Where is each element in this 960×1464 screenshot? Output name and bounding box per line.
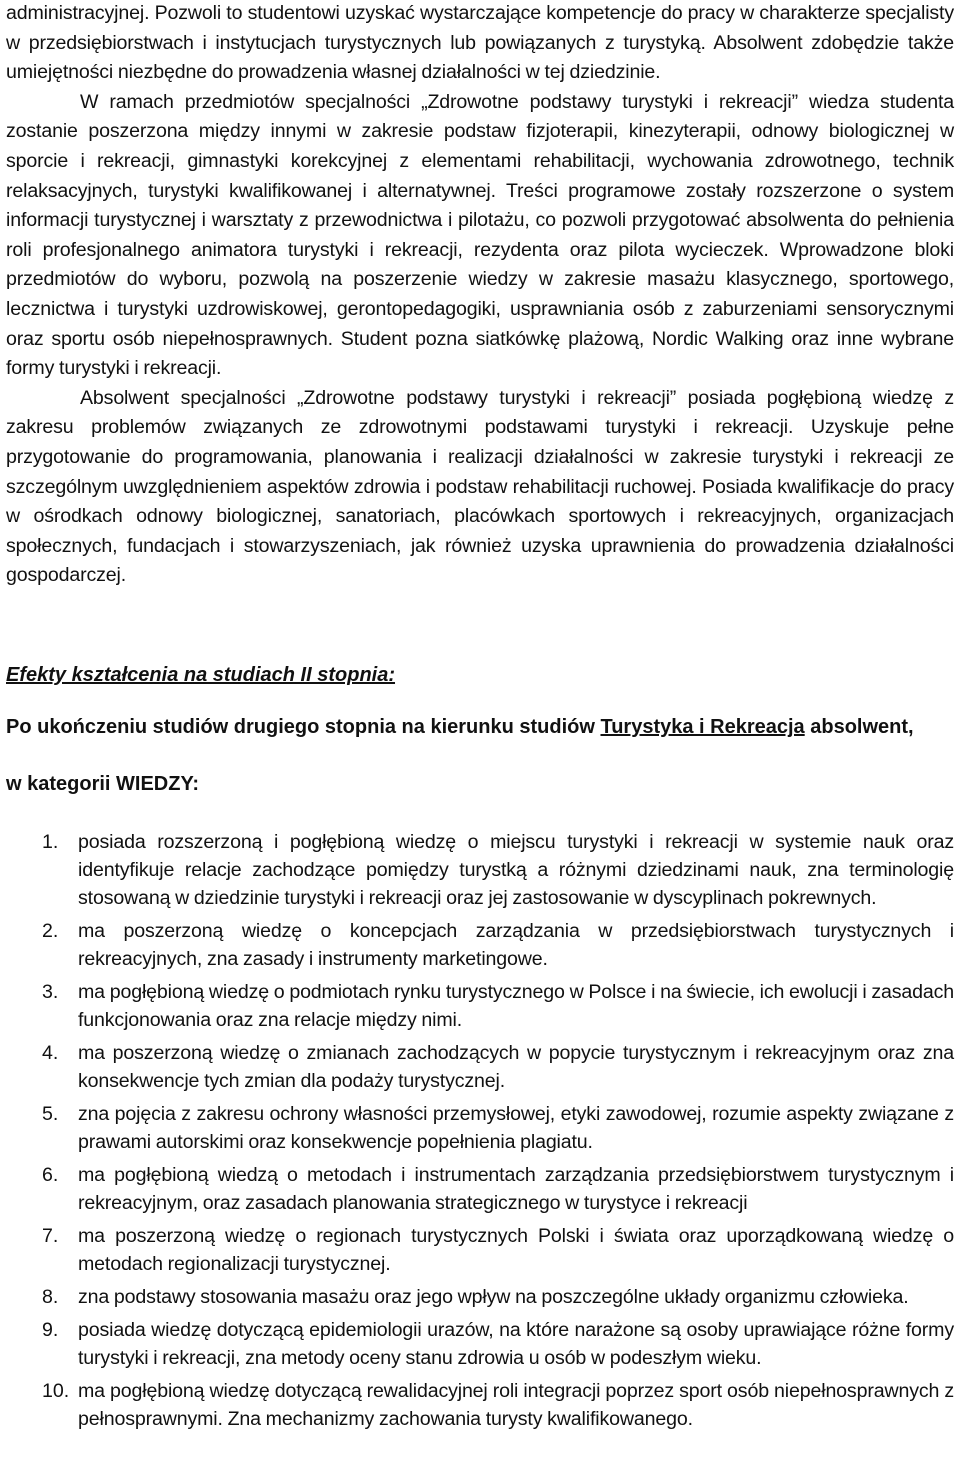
item-number: 6. [42, 1164, 59, 1186]
item-number: 1. [42, 831, 59, 853]
item-number: 10. [42, 1380, 70, 1402]
item-number: 4. [42, 1042, 59, 1064]
document-page [6, 0, 955, 1430]
intro-text: Po ukończeniu studiów drugiego stopnia na kierunku studiów [6, 716, 601, 738]
list-item [6, 1161, 954, 1217]
item-text: posiada wiedzę dotyczącą epidemiologii urazów, na które narażone są osoby uprawiające różne formy turystyki i rekreacji, zna metody oceny stanu zdrowia u osób w podeszłym wieku. [78, 1319, 954, 1369]
item-number: 3. [42, 981, 59, 1003]
item-text: ma poszerzoną wiedzę o regionach turystycznych Polski i świata oraz uporządkowaną wiedzę o metodach regionalizacji turystycznej. [78, 1225, 954, 1275]
item-text: zna podstawy stosowania masażu oraz jego wpływ na poszczególne układy organizmu człowieka. [78, 1286, 909, 1308]
field-of-study: Turystyka i Rekreacja [600, 716, 805, 738]
item-number: 9. [42, 1319, 59, 1341]
list-item [6, 1100, 954, 1156]
item-text: ma poszerzoną wiedzę o koncepcjach zarządzania w przedsiębiorstwach turystycznych i rekreacyjnych, zna zasady i instrumenty marketingowe. [78, 920, 954, 970]
item-text: posiada rozszerzoną i pogłębioną wiedzę o miejscu turystyki i rekreacji w systemie nauk oraz identyfikuje relacje zachodzące pomiędzy turystką a różnymi dziedzinami nauk, zna terminologię stosowaną w dziedzinie turystyki i rekreacji oraz jej zastosowanie w dyscyplinach pokrewnych. [78, 831, 954, 909]
list-item [6, 1316, 954, 1372]
item-text: zna pojęcia z zakresu ochrony własności przemysłowej, etyki zawodowej, rozumie aspekty związane z prawami autorskimi oraz konsekwencje popełnienia plagiatu. [78, 1103, 954, 1153]
list-item [6, 1039, 954, 1095]
paragraph-graduate-profile: Absolwent specjalności „Zdrowotne podstawy turystyki i rekreacji” posiada pogłębioną wiedzę z zakresu problemów związanych ze zdrowotnymi podstawami turystyki i rekreacji. Uzyskuje pełne przygotowanie do programowania, planowania i realizacji działalności w zakresie turystyki i rekreacji ze szczególnym uwzględnieniem aspektów zdrowia i podstaw rehabilitacji ruchowej. Posiada kwalifikacje do pracy w ośrodkach odnowy biologicznej, sanatoriach, placówkach sportowych i rekreacyjnych, organizacjach społecznych, fundacjach i stowarzyszeniach, jak również uzyska uprawnienia do prowadzenia działalności gospodarczej. [6, 386, 954, 587]
item-text: ma pogłębioną wiedzę dotyczącą rewalidacyjnej roli integracji poprzez sport osób niepełnosprawnych z pełnosprawnymi. Zna mechanizmy zachowania turysty kwalifikowanego. [78, 1380, 954, 1430]
list-item [6, 917, 954, 973]
learning-outcomes-list [6, 828, 954, 1438]
paragraph-continuation: administracyjnej. Pozwoli to studentowi uzyskać wystarczające kompetencje do pracy w charakterze specjalisty w przedsiębiorstwach i instytucjach turystycznych lub powiązanych z turystyką. Absolwent zdobędzie także umiejętności niezbędne do prowadzenia własnej działalności w tej dziedzinie. [6, 2, 954, 84]
list-item [6, 1222, 954, 1278]
list-item [6, 1283, 954, 1311]
list-item [6, 1377, 954, 1433]
item-number: 7. [42, 1225, 59, 1247]
item-number: 5. [42, 1103, 59, 1125]
intro-ending: absolwent, [804, 716, 914, 738]
category-label: w kategorii WIEDZY: [6, 773, 199, 795]
paragraph-specialization-scope: W ramach przedmiotów specjalności „Zdrowotne podstawy turystyki i rekreacji” wiedza studenta zostanie poszerzona między innymi w zakresie podstaw fizjoterapii, kinezyterapii, odnowy biologicznej w sporcie i rekreacji, gimnastyki korekcyjnej z elementami rehabilitacji, wychowania zdrowotnego, technik relaksacyjnych, turystyki kwalifikowanej i alternatywnej. Treści programowe zostały rozszerzone o system informacji turystycznej i warsztaty z przewodnictwa i pilotażu, co pozwoli przygotować absolwenta do pełnienia roli profesjonalnego animatora turystyki i rekreacji, rezydenta oraz pilota wycieczek. Wprowadzone bloki przedmiotów do wyboru, pozwolą na poszerzenie wiedzy w zakresie masażu klasycznego, sportowego, lecznictwa i turystyki uzdrowiskowej, gerontopedagogiki, usprawniania osób z zaburzeniami sensorycznymi oraz sportu osób niepełnosprawnych. Student pozna siatkówkę plażową, Nordic Walking oraz inne wybrane formy turystyki i rekreacji. [6, 90, 954, 380]
section-intro [6, 714, 914, 740]
item-text: ma pogłębioną wiedzą o metodach i instrumentach zarządzania przedsiębiorstwem turystycznym i rekreacyjnym, oraz zasadach planowania strategicznego w turystyce i rekreacji [78, 1164, 954, 1214]
item-number: 2. [42, 920, 59, 942]
item-text: ma pogłębioną wiedzę o podmiotach rynku turystycznego w Polsce i na świecie, ich ewolucji i zasadach funkcjonowania oraz zna relacje między nimi. [78, 981, 955, 1031]
item-text: ma poszerzoną wiedzę o zmianach zachodzących w popycie turystycznym i rekreacyjnym oraz zna konsekwencje tych zmian dla podaży turystycznej. [78, 1042, 954, 1092]
item-number: 8. [42, 1286, 59, 1308]
list-item [6, 978, 954, 1034]
section-heading: Efekty kształcenia na studiach II stopnia: [6, 664, 396, 686]
list-item [6, 828, 954, 912]
